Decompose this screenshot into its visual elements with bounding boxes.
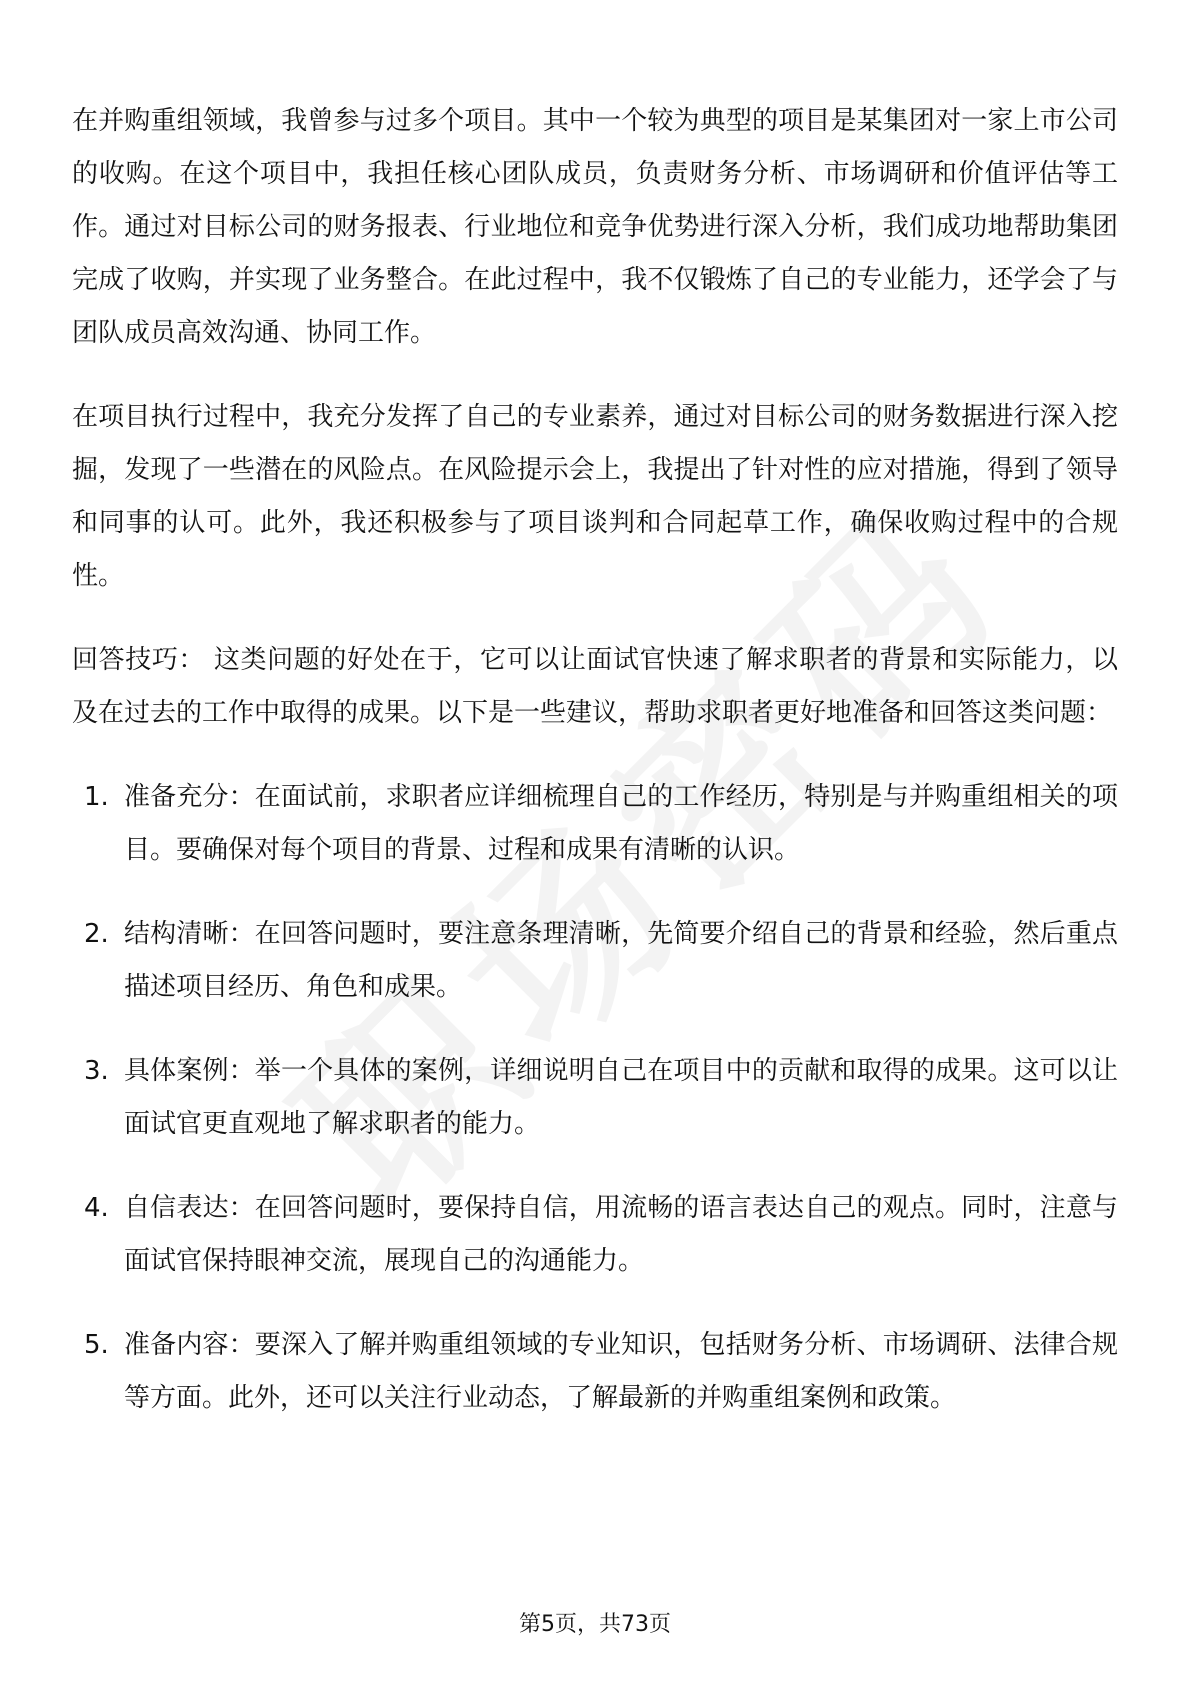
list-item-text: 准备充分：在面试前，求职者应详细梳理自己的工作经历，特别是与并购重组相关的项目。要确保对每个项目的背景、过程和成果有清晰的认识。 bbox=[124, 782, 1118, 865]
list-item-text: 具体案例：举一个具体的案例，详细说明自己在项目中的贡献和取得的成果。这可以让面试官更直观地了解求职者的能力。 bbox=[124, 1056, 1118, 1139]
list-item bbox=[72, 771, 1118, 877]
list-item bbox=[72, 1319, 1118, 1425]
list-item-number: 5. bbox=[84, 1330, 109, 1360]
paragraph-project-execution: 在项目执行过程中，我充分发挥了自己的专业素养，通过对目标公司的财务数据进行深入挖掘，发现了一些潜在的风险点。在风险提示会上，我提出了针对性的应对措施，得到了领导和同事的认可。此外，我还积极参与了项目谈判和合同起草工作，确保收购过程中的合规性。 bbox=[72, 402, 1118, 591]
list-item-number: 3. bbox=[84, 1056, 109, 1086]
list-item bbox=[72, 1045, 1118, 1151]
tips-list bbox=[72, 771, 1118, 1425]
list-item-text: 准备内容：要深入了解并购重组领域的专业知识，包括财务分析、市场调研、法律合规等方面。此外，还可以关注行业动态，了解最新的并购重组案例和政策。 bbox=[124, 1330, 1118, 1413]
list-item bbox=[72, 908, 1118, 1014]
page-content bbox=[72, 95, 1118, 1456]
list-item-text: 自信表达：在回答问题时，要保持自信，用流畅的语言表达自己的观点。同时，注意与面试官保持眼神交流，展现自己的沟通能力。 bbox=[124, 1193, 1118, 1276]
list-item-text: 结构清晰：在回答问题时，要注意条理清晰，先简要介绍自己的背景和经验，然后重点描述项目经历、角色和成果。 bbox=[124, 919, 1118, 1002]
list-item-number: 1. bbox=[84, 782, 109, 812]
paragraph-answer-tips: 回答技巧： 这类问题的好处在于，它可以让面试官快速了解求职者的背景和实际能力，以及在过去的工作中取得的成果。以下是一些建议，帮助求职者更好地准备和回答这类问题： bbox=[72, 645, 1118, 728]
list-item-number: 2. bbox=[84, 919, 109, 949]
page-number-footer: 第5页，共73页 bbox=[519, 1612, 671, 1637]
paragraph-project-experience: 在并购重组领域，我曾参与过多个项目。其中一个较为典型的项目是某集团对一家上市公司的收购。在这个项目中，我担任核心团队成员，负责财务分析、市场调研和价值评估等工作。通过对目标公司的财务报表、行业地位和竞争优势进行深入分析，我们成功地帮助集团完成了收购，并实现了业务整合。在此过程中，我不仅锻炼了自己的专业能力，还学会了与团队成员高效沟通、协同工作。 bbox=[72, 106, 1118, 348]
list-item bbox=[72, 1182, 1118, 1288]
list-item-number: 4. bbox=[84, 1193, 109, 1223]
